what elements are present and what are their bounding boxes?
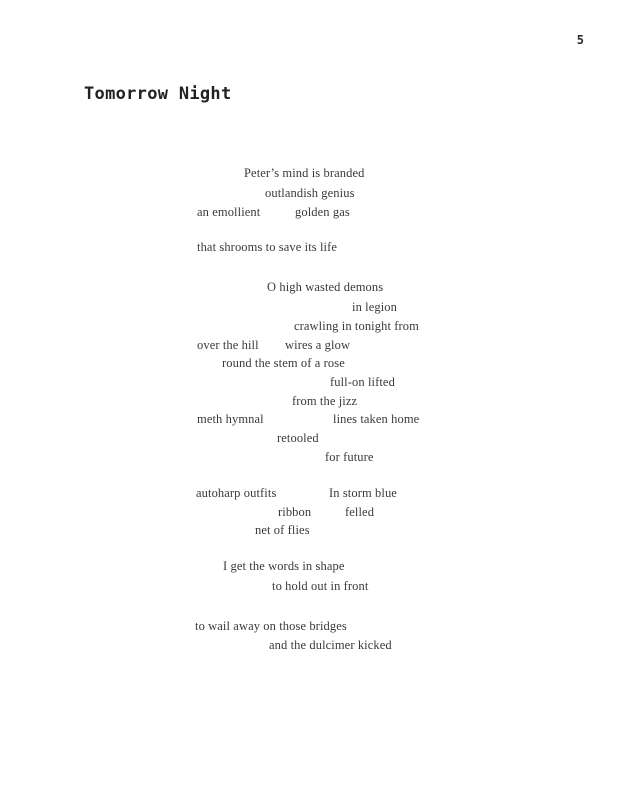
poem-line: [0, 186, 631, 202]
poem-line: [0, 450, 631, 466]
poem-line: [0, 431, 631, 447]
poem-segment: felled: [345, 505, 375, 519]
poem-segment: round the stem of a rose: [222, 356, 345, 370]
poem-segment: that shrooms to save its life: [197, 240, 338, 254]
poem-segment: from the jizz: [292, 394, 358, 408]
poem-line: [0, 166, 631, 182]
poem-line: [0, 319, 631, 335]
poem-line: [0, 205, 631, 221]
poem-line: [0, 240, 631, 256]
poem-segment: In storm blue: [329, 486, 397, 500]
poem-segment: meth hymnal: [197, 412, 264, 426]
poem-segment: I get the words in shape: [223, 559, 345, 573]
poem-line: [0, 356, 631, 372]
poem-segment: retooled: [277, 431, 319, 445]
poem-line: [0, 394, 631, 410]
page-number: 5: [576, 33, 584, 47]
poem-segment: to hold out in front: [272, 579, 369, 593]
poem-line: [0, 280, 631, 296]
poem-line: [0, 559, 631, 575]
poem-title: Tomorrow Night: [84, 84, 232, 104]
poem-segment: golden gas: [295, 205, 350, 219]
poem-line: [0, 505, 631, 521]
poem-segment: in legion: [352, 300, 397, 314]
poem-line: [0, 579, 631, 595]
poem-segment: full-on lifted: [330, 375, 395, 389]
poem-segment: autoharp outfits: [196, 486, 277, 500]
poem-line: [0, 619, 631, 635]
poem-line: [0, 375, 631, 391]
poem-segment: crawling in tonight from: [294, 319, 419, 333]
poem-segment: to wail away on those bridges: [195, 619, 347, 633]
poem-segment: ribbon: [278, 505, 312, 519]
poem-segment: outlandish genius: [265, 186, 355, 200]
poem-segment: over the hill: [197, 338, 259, 352]
poem-segment: an emollient: [197, 205, 261, 219]
poem-line: [0, 523, 631, 539]
poem-segment: O high wasted demons: [267, 280, 384, 294]
poem-segment: lines taken home: [333, 412, 420, 426]
poem-segment: wires a glow: [285, 338, 351, 352]
poem-line: [0, 638, 631, 654]
poem-segment: net of flies: [255, 523, 310, 537]
poem-segment: for future: [325, 450, 374, 464]
poem-segment: Peter’s mind is branded: [244, 166, 365, 180]
poem-line: [0, 486, 631, 502]
poem-line: [0, 300, 631, 316]
poem-line: [0, 412, 631, 428]
poem-segment: and the dulcimer kicked: [269, 638, 392, 652]
poem-line: [0, 338, 631, 354]
